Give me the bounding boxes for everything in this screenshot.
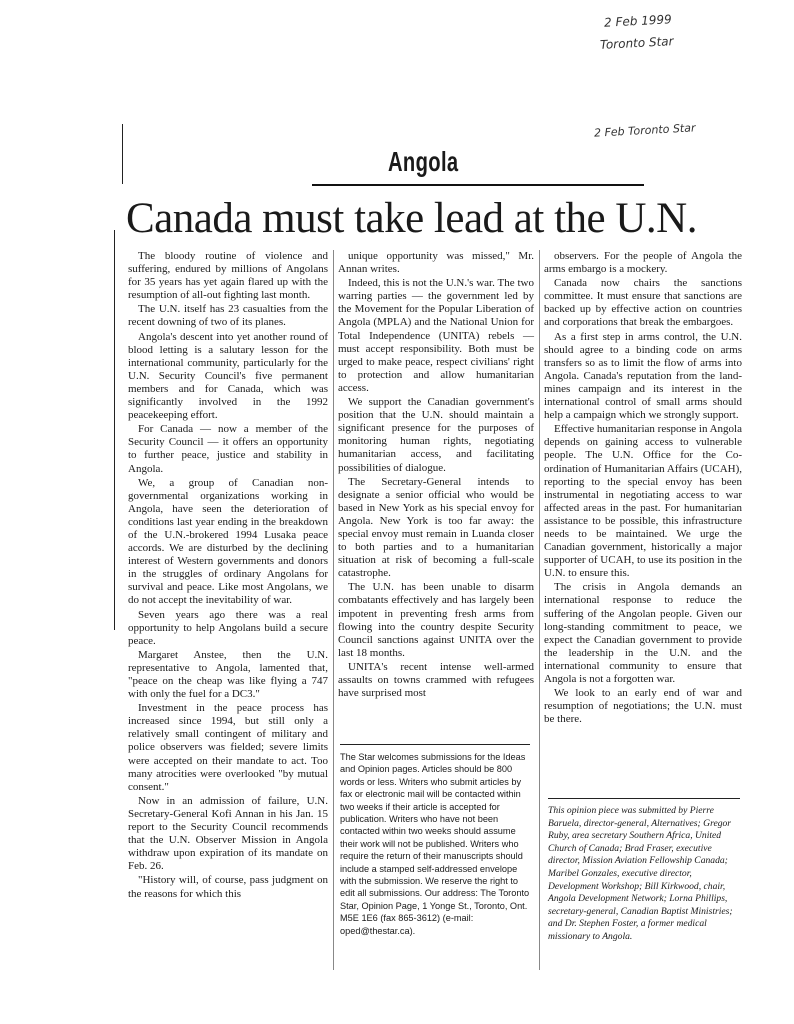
- submission-guidelines-box: The Star welcomes submissions for the Ideas and Opinion pages. Articles should be 800 words or less. Writers who submit articles by fax or electronic mail will be contacted within two weeks if their article is accepted for publication. Writers who have not been contacted within two weeks should assume their work will not be published. Writers who require the return of their manuscripts should include a stamped self-addressed envelope with the submission. We reserve the right to edit all submissions. Our address: The Toronto Star, Opinion Page, 1 Yonge St., Toronto, Ont. M5E 1E6 (fax 865-3612) (e-mail: oped@thestar.ca).: [340, 744, 530, 937]
- paragraph: The crisis in Angola demands an international response to reduce the suffering of the Angolan people. Given our long-standing commitment to peace, we expect the Canadian government to provide the leadership in the U.N. and the international community to ensure that Angola is not a forgotten war.: [544, 581, 742, 685]
- paragraph: "History will, of course, pass judgment on the reasons for which this: [128, 874, 328, 900]
- paragraph: As a first step in arms control, the U.N. should agree to a binding code on arms transfers so as to limit the flow of arms into Angola. Canada's reputation from the land-mines campaign and its interest in the international control of small arms should help a campaign which we strongly support.: [544, 330, 742, 422]
- paragraph: We, a group of Canadian non-governmental organizations working in Angola, have seen the deterioration of conditions last year ending in the breakdown of the U.N.-brokered 1994 Lusaka peace accords. We are disturbed by the declining interest of Western governments and donors in the struggles of ordinary Angolans for survival and peace. Like most Angolans, we do not accept the inevitability of war.: [128, 476, 328, 607]
- section-rule: [312, 184, 644, 186]
- paragraph: UNITA's recent intense well-armed assaults on towns crammed with refugees have surprised most: [338, 660, 534, 700]
- section-title: Angola: [388, 146, 459, 177]
- paragraph: The bloody routine of violence and suffering, endured by millions of Angolans for 35 years has yet again flared up with the resumption of all-out fighting last month.: [128, 250, 328, 302]
- column-divider-1: [333, 250, 334, 970]
- margin-rule-left: [114, 230, 115, 630]
- paragraph: For Canada — now a member of the Security Council — it offers an opportunity to further peace, justice and stability in Angola.: [128, 423, 328, 475]
- article-column-3: [544, 250, 742, 727]
- paragraph: Canada now chairs the sanctions committee. It must ensure that sanctions are backed up by effective action on countries and corporations that break the embargoes.: [544, 277, 742, 329]
- column-divider-2: [539, 250, 540, 970]
- handwritten-side-note: 2 Feb Toronto Star: [593, 121, 696, 140]
- margin-rule-top: [122, 124, 123, 184]
- paragraph: We support the Canadian government's position that the U.N. should maintain a significant presence for the purposes of monitoring human rights, negotiating humanitarian access, and facilitating possibilities of dialogue.: [338, 396, 534, 474]
- handwritten-source-note: Toronto Star: [599, 34, 674, 52]
- handwritten-date-note: 2 Feb 1999: [603, 12, 673, 30]
- paragraph: Now in an admission of failure, U.N. Secretary-General Kofi Annan in his Jan. 15 report to the Security Council recommends that the U.N. Observer Mission in Angola withdraw upon expiration of its mandate on Feb. 26.: [128, 794, 328, 873]
- paragraph: The U.N. itself has 23 casualties from the recent downing of two of its planes.: [128, 303, 328, 329]
- paragraph: The Secretary-General intends to designate a senior official who would be based in New York as his special envoy for Angola. New York is too far away: the special envoy must remain in Luanda closer to both parties and to a humanitarian situation at risk of becoming a full-scale catastrophe.: [338, 475, 534, 580]
- headline: Canada must take lead at the U.N.: [126, 195, 697, 242]
- paragraph: We look to an early end of war and resumption of negotiations; the U.N. must be there.: [544, 687, 742, 726]
- article-column-1: [128, 250, 328, 902]
- article-column-2: [338, 250, 534, 701]
- paragraph: Effective humanitarian response in Angola depends on gaining access to vulnerable people. The U.N. Office for the Co-ordination of Humanitarian Affairs (UCAH), reporting to the special envoy has been instrumental in negotiating access to war affected areas in the past. For humanitarian assistance to be possible, this infrastructure needs to be maintained. We urge the Canadian government, historically a major supporter of UCAH, to use its position in the U.N. to ensure this.: [544, 423, 742, 580]
- paragraph: Angola's descent into yet another round of blood letting is a salutary lesson for the international community, particularly for the U.N. Security Council's five permanent members and for Canada, which was significantly involved in the 1992 peacekeeping effort.: [128, 330, 328, 422]
- paragraph: Seven years ago there was a real opportunity to help Angolans build a secure peace.: [128, 608, 328, 647]
- author-bio: This opinion piece was submitted by Pierre Baruela, director-general, Alternatives; Gregor Ruby, area secretary Southern Africa, United Church of Canada; Brad Fraser, executive director, Mission Aviation Fellowship Canada; Maribel Gonzales, executive director, Development Workshop; Bill Kirkwood, chair, Angola Development Network; Lorna Phillips, secretary-general, Canadian Baptist Ministries; and Dr. Stephen Foster, a former medical missionary to Angola.: [548, 798, 740, 944]
- paragraph: Margaret Anstee, then the U.N. representative to Angola, lamented that, "peace on the cheap was like flying a 747 with only the fuel for a DC3.": [128, 648, 328, 701]
- paragraph: Investment in the peace process has increased since 1994, but still only a relatively small contingent of military and police observers was fielded; severe limits were accepted on their mandate to act. Too many atrocities were overlooked "by mutual consent.": [128, 702, 328, 793]
- paragraph: The U.N. has been unable to disarm combatants effectively and has largely been impotent in preventing fresh arms from flowing into the country despite Security Council sanctions against UNITA over the last 18 months.: [338, 581, 534, 659]
- paragraph: Indeed, this is not the U.N.'s war. The two warring parties — the government led by the Movement for the Popular Liberation of Angola (MPLA) and the National Union for Total Independence (UNITA) rebels — must accept responsibility. Both must be urged to make peace, respect civilians' right to protection and allow humanitarian access.: [338, 277, 534, 394]
- paragraph: observers. For the people of Angola the arms embargo is a mockery.: [544, 250, 742, 276]
- paragraph: unique opportunity was missed," Mr. Annan writes.: [338, 250, 534, 276]
